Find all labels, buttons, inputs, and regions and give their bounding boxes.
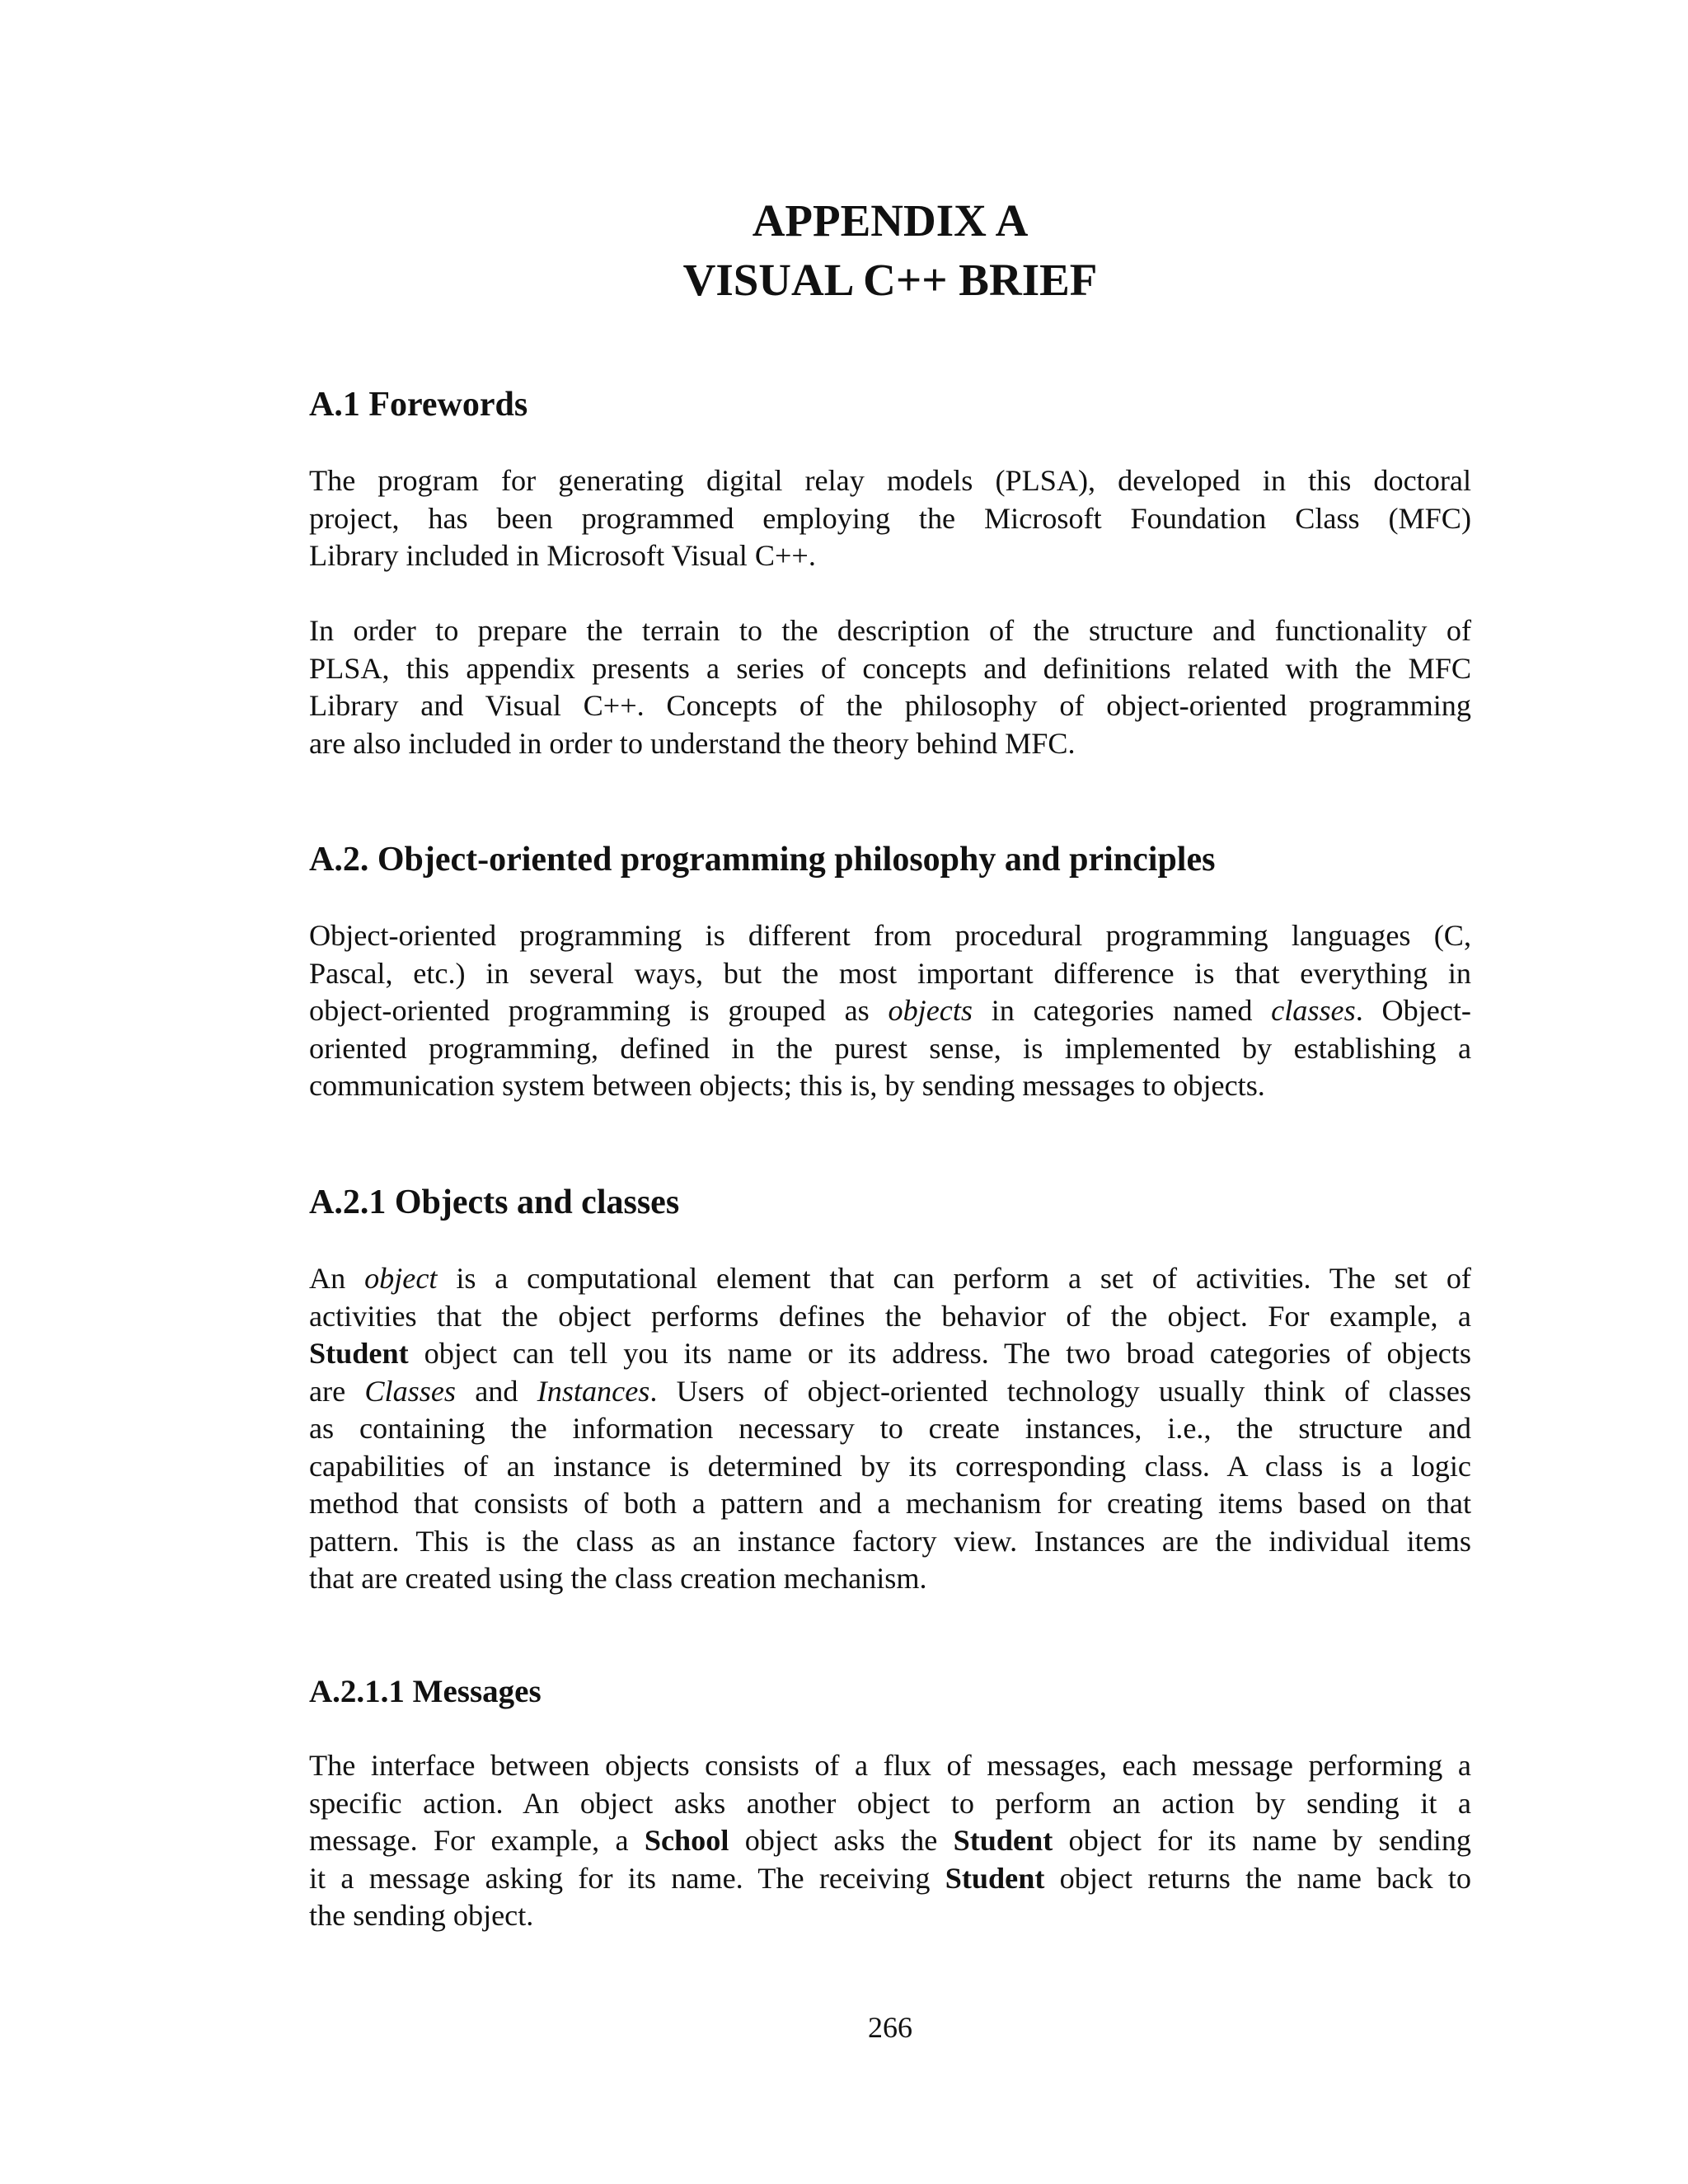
text-line: specific action. An object asks another object to perform an action by sending it a [309,1786,1471,1820]
text-line: that are created using the class creation mechanism. [309,1562,927,1595]
text-line: In order to prepare the terrain to the description of the structure and functionality of [309,614,1471,647]
paragraph-forewords-1 [309,462,1471,575]
text-run: and [456,1374,537,1408]
bold-student: Student [309,1337,409,1370]
appendix-title [309,191,1471,310]
text-run: are [309,1374,365,1408]
section-heading-a1: A.1 Forewords [309,386,528,424]
text-line [309,992,1471,1030]
text-run: object returns the name back to [1044,1861,1471,1895]
text-run: in categories named [973,994,1272,1027]
text-line [309,1822,1471,1860]
text-line: oriented programming, defined in the purest sense, is implemented by establishing a [309,1031,1471,1065]
text-line: Library and Visual C++. Concepts of the philosophy of object-oriented programming [309,689,1471,722]
text-line: Pascal, etc.) in several ways, but the most important difference is that everything in [309,956,1471,990]
title-line-2: VISUAL C++ BRIEF [682,255,1098,305]
text-run: . Users of object-oriented technology usually think of classes [649,1374,1471,1408]
title-line-1: APPENDIX A [752,195,1029,246]
emphasis-objects: objects [888,994,973,1027]
document-page [309,0,1471,2184]
text-run: object can tell you its name or its address. The two broad categories of objects [408,1337,1471,1370]
paragraph-messages [309,1747,1471,1935]
text-line [309,1860,1471,1898]
text-line: method that consists of both a pattern and a mechanism for creating items based on that [309,1487,1471,1520]
paragraph-objects-classes [309,1260,1471,1598]
text-line: communication system between objects; this is, by sending messages to objects. [309,1069,1265,1102]
emphasis-instances: Instances [537,1374,650,1408]
text-line: capabilities of an instance is determined by its corresponding class. A class is a logic [309,1449,1471,1483]
text-run: object-oriented programming is grouped as [309,994,889,1027]
text-line: Library included in Microsoft Visual C++. [309,539,816,572]
text-run: . Object- [1355,994,1471,1027]
text-line: The interface between objects consists of a flux of messages, each message performing a [309,1749,1471,1782]
bold-school: School [644,1824,729,1857]
text-run: message. For example, a [309,1824,645,1857]
bold-student: Student [953,1824,1053,1857]
text-run: object for its name by sending [1053,1824,1472,1857]
text-line: Object-oriented programming is different from procedural programming languages (C, [309,919,1471,952]
text-run: An [309,1262,365,1295]
text-line: project, has been programmed employing the Microsoft Foundation Class (MFC) [309,501,1471,535]
emphasis-classes: Classes [364,1374,456,1408]
text-line [309,1373,1471,1411]
text-line: activities that the object performs defines the behavior of the object. For example, a [309,1299,1471,1333]
text-line [309,1260,1471,1298]
text-line: PLSA, this appendix presents a series of concepts and definitions related with the MFC [309,651,1471,685]
text-line: as containing the information necessary to create instances, i.e., the structure and [309,1412,1471,1445]
text-line: The program for generating digital relay models (PLSA), developed in this doctoral [309,464,1471,497]
section-heading-a211: A.2.1.1 Messages [309,1674,542,1709]
text-run: it a message asking for its name. The receiving [309,1861,945,1895]
section-heading-a21: A.2.1 Objects and classes [309,1183,680,1221]
emphasis-classes: classes [1271,994,1356,1027]
text-run: is a computational element that can perform a set of activities. The set of [437,1262,1471,1295]
text-line: the sending object. [309,1899,534,1932]
emphasis-object: object [364,1262,438,1295]
bold-student: Student [945,1861,1045,1895]
page-number: 266 [868,2011,912,2044]
section-heading-a2: A.2. Object-oriented programming philosophy and principles [309,841,1216,879]
text-line [309,1335,1471,1373]
text-run: object asks the [729,1824,954,1857]
text-line: are also included in order to understand the theory behind MFC. [309,726,1076,760]
paragraph-forewords-2 [309,612,1471,762]
text-line: pattern. This is the class as an instance factory view. Instances are the individual items [309,1524,1471,1558]
paragraph-oop-philosophy [309,917,1471,1105]
